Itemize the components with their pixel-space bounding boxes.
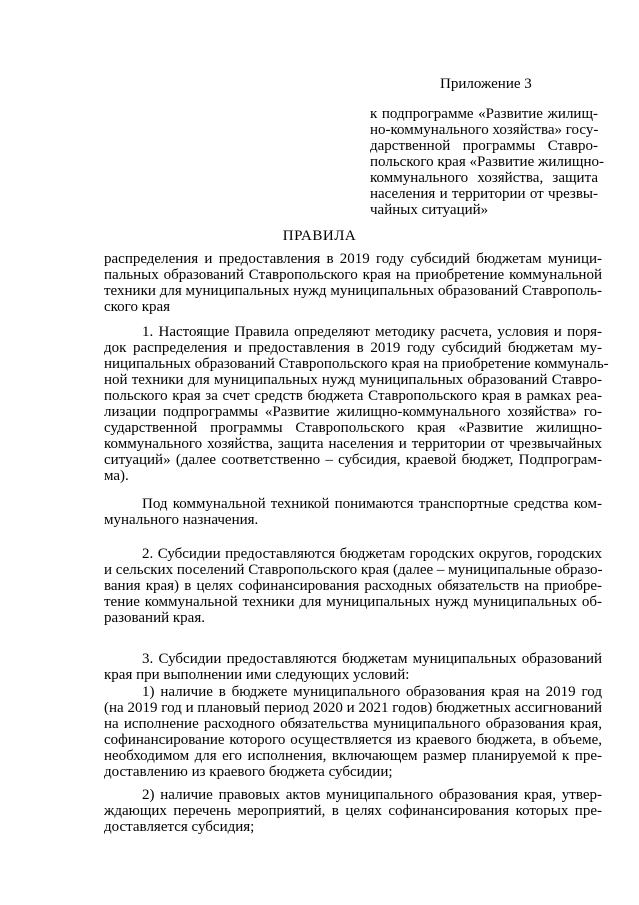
appendix-line: коммунального хозяйства, защита: [370, 170, 598, 186]
paragraph-line: 1. Настоящие Правила определяют методику расчета, условия и поря-: [142, 324, 602, 340]
appendix-title: Приложение 3: [440, 76, 532, 92]
paragraph-line: тение коммунальной техники для муниципальных нужд муниципальных об-: [104, 594, 602, 610]
paragraph-line: док распределения и предоставления в 2019 году субсидий бюджетам му-: [104, 340, 602, 356]
subtitle-line: распределения и предоставления в 2019 году субсидий бюджетам муници-: [104, 251, 602, 267]
paragraph-line: лизации подпрограммы «Развитие жилищно-коммунального хозяйства» го-: [104, 404, 602, 420]
appendix-line: дарственной программы Ставро-: [370, 138, 598, 154]
paragraph-3: [104, 651, 602, 683]
appendix-line: населения и территории от чрезвы-: [370, 186, 598, 202]
paragraph-line: на исполнение расходного обязательства муниципального образования края,: [104, 716, 602, 732]
paragraph-line: ной техники для муниципальных нужд муниципальных образований Ставро-: [104, 372, 602, 388]
subtitle-line: техники для муниципальных нужд муниципальных образований Ставрополь-: [104, 283, 602, 299]
paragraph-line: доставляется субсидия;: [104, 819, 255, 835]
condition-item-2: [104, 787, 602, 835]
paragraph-line: 1) наличие в бюджете муниципального образования края на 2019 год: [142, 684, 602, 700]
subtitle-line: ского края: [104, 299, 171, 315]
paragraph-line: сударственной программы Ставропольского края «Развитие жилищно-: [104, 420, 602, 436]
paragraph-line: польского края за счет средств бюджета Ставропольского края в рамках реа-: [104, 388, 602, 404]
paragraph-line: 2. Субсидии предоставляются бюджетам городских округов, городских: [142, 546, 602, 562]
paragraph-line: ма).: [104, 468, 129, 484]
condition-item-1: [104, 684, 602, 780]
paragraph-line: края при выполнении ими следующих условий:: [104, 667, 410, 683]
paragraph-definition: [104, 496, 602, 528]
appendix-line: к подпрограмме «Развитие жилищ-: [370, 106, 598, 122]
paragraph-line: разований края.: [104, 610, 205, 626]
paragraph-line: софинансирование которого осуществляется из краевого бюджета, в объеме,: [104, 732, 602, 748]
paragraph-line: (на 2019 год и плановый период 2020 и 2021 годов) бюджетных ассигнований: [104, 700, 602, 716]
paragraph-line: 2) наличие правовых актов муниципального образования края, утвер-: [142, 787, 602, 803]
subtitle-line: пальных образований Ставропольского края на приобретение коммунальной: [104, 267, 602, 283]
paragraph-line: необходимом для его исполнения, включающем размер планируемой к пре-: [104, 748, 602, 764]
appendix-reference: [370, 106, 604, 218]
paragraph-line: ниципальных образований Ставропольского края на приобретение коммуналь-: [104, 356, 609, 372]
appendix-line: но-коммунального хозяйства» госу-: [370, 122, 599, 138]
paragraph-line: вания края) в целях софинансирования расходных обязательств на приобре-: [104, 578, 602, 594]
paragraph-line: коммунального хозяйства, защита населения и территории от чрезвычайных: [104, 436, 602, 452]
paragraph-line: Под коммунальной техникой понимаются транспортные средства ком-: [142, 496, 602, 512]
appendix-line: чайных ситуаций»: [370, 202, 489, 218]
appendix-line: польского края «Развитие жилищно-: [370, 154, 604, 170]
paragraph-2: [104, 546, 602, 626]
document-subtitle: [104, 251, 602, 315]
paragraph-1: [104, 324, 609, 484]
paragraph-line: ситуаций» (далее соответственно – субсидия, краевой бюджет, Подпрограм-: [104, 452, 602, 468]
paragraph-line: мунального назначения.: [104, 512, 259, 528]
paragraph-line: и сельских поселений Ставропольского края (далее – муниципальные образо-: [104, 562, 603, 578]
document-heading: ПРАВИЛА: [282, 228, 357, 244]
paragraph-line: 3. Субсидии предоставляются бюджетам муниципальных образований: [142, 651, 602, 667]
paragraph-line: доставлению из краевого бюджета субсидии;: [104, 764, 393, 780]
paragraph-line: ждающих перечень мероприятий, в целях софинансирования которых пре-: [104, 803, 602, 819]
